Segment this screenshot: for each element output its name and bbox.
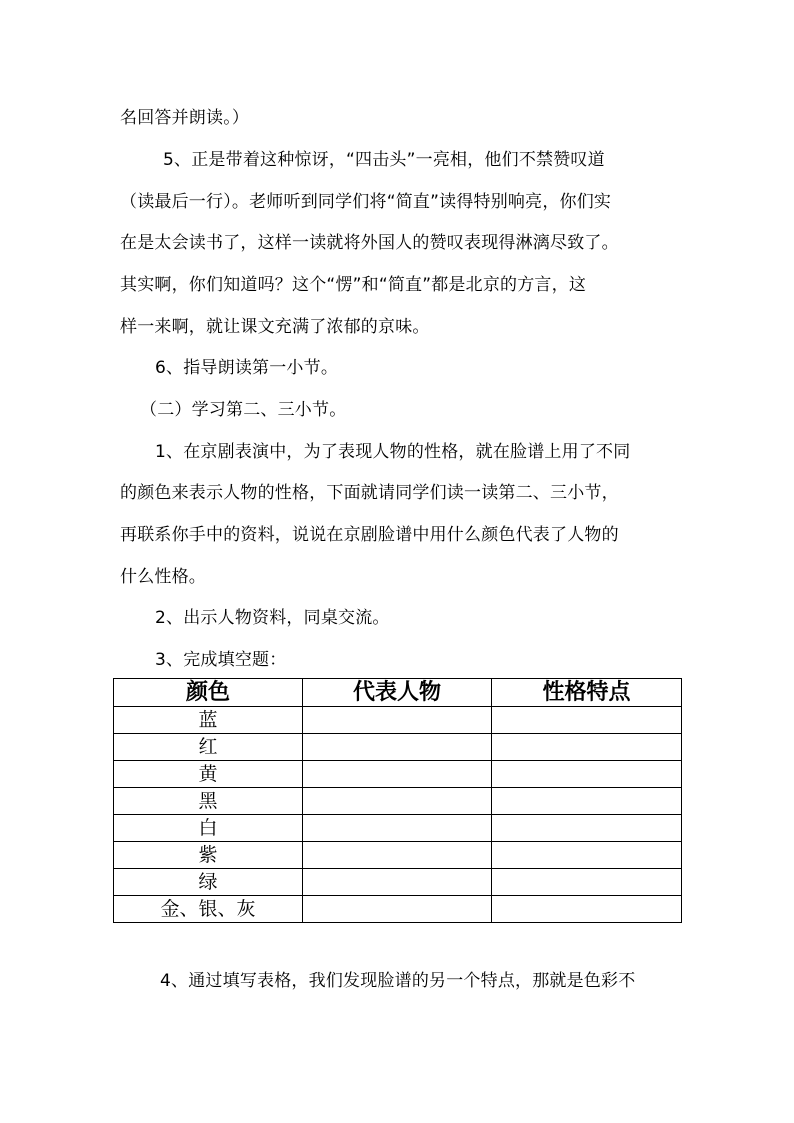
character-cell[interactable]	[303, 842, 492, 869]
color-cell: 白	[114, 815, 303, 842]
trait-cell[interactable]	[492, 707, 682, 734]
table-row	[114, 896, 682, 923]
character-cell[interactable]	[303, 707, 492, 734]
character-cell[interactable]	[303, 734, 492, 761]
character-cell[interactable]	[303, 761, 492, 788]
table-row	[114, 788, 682, 815]
character-cell[interactable]	[303, 869, 492, 896]
table-row	[114, 734, 682, 761]
paragraph-line: 6、指导朗读第一小节。	[155, 358, 339, 378]
table-row	[114, 869, 682, 896]
character-cell[interactable]	[303, 788, 492, 815]
paragraph-line: 其实啊，你们知道吗？这个“愣”和“简直”都是北京的方言，这	[120, 275, 587, 295]
paragraph-line: 什么性格。	[120, 567, 206, 587]
table-row	[114, 761, 682, 788]
trait-cell[interactable]	[492, 761, 682, 788]
color-cell: 黄	[114, 761, 303, 788]
header-color: 颜色	[114, 679, 303, 707]
paragraph-line: （读最后一行）。老师听到同学们将“简直”读得特别响亮，你们实	[120, 192, 612, 212]
paragraph-line: 在是太会读书了，这样一读就将外国人的赞叹表现得淋漓尽致了。	[120, 233, 619, 253]
color-cell: 金、银、灰	[114, 896, 303, 923]
trait-cell[interactable]	[492, 815, 682, 842]
table-header-row	[114, 679, 682, 707]
paragraph-line: 再联系你手中的资料，说说在京剧脸谱中用什么颜色代表了人物的	[120, 525, 619, 545]
character-cell[interactable]	[303, 896, 492, 923]
trait-cell[interactable]	[492, 869, 682, 896]
paragraph-line: 的颜色来表示人物的性格，下面就请同学们读一读第二、三小节，	[120, 483, 619, 503]
color-cell: 紫	[114, 842, 303, 869]
table-row	[114, 842, 682, 869]
section-heading: （二）学习第二、三小节。	[140, 400, 347, 420]
paragraph-line: 样一来啊，就让课文充满了浓郁的京味。	[120, 317, 430, 337]
character-cell[interactable]	[303, 815, 492, 842]
color-cell: 蓝	[114, 707, 303, 734]
trait-cell[interactable]	[492, 734, 682, 761]
paragraph-line: 2、出示人物资料，同桌交流。	[155, 608, 390, 628]
paragraph-line: 5、正是带着这种惊讶，“四击头”一亮相，他们不禁赞叹道	[163, 150, 605, 170]
header-character: 代表人物	[303, 679, 492, 707]
header-trait: 性格特点	[492, 679, 682, 707]
trait-cell[interactable]	[492, 788, 682, 815]
trait-cell[interactable]	[492, 896, 682, 923]
paragraph-line: 3、完成填空题：	[155, 650, 287, 670]
color-cell: 绿	[114, 869, 303, 896]
paragraph-line: 名回答并朗读。）	[120, 108, 250, 128]
table-row	[114, 815, 682, 842]
paragraph-line: 4、通过填写表格，我们发现脸谱的另一个特点，那就是色彩不	[160, 971, 636, 991]
table-row	[114, 707, 682, 734]
trait-cell[interactable]	[492, 842, 682, 869]
paragraph-line: 1、在京剧表演中，为了表现人物的性格，就在脸谱上用了不同	[155, 442, 631, 462]
color-cell: 红	[114, 734, 303, 761]
color-cell: 黑	[114, 788, 303, 815]
fill-in-table	[113, 678, 682, 923]
